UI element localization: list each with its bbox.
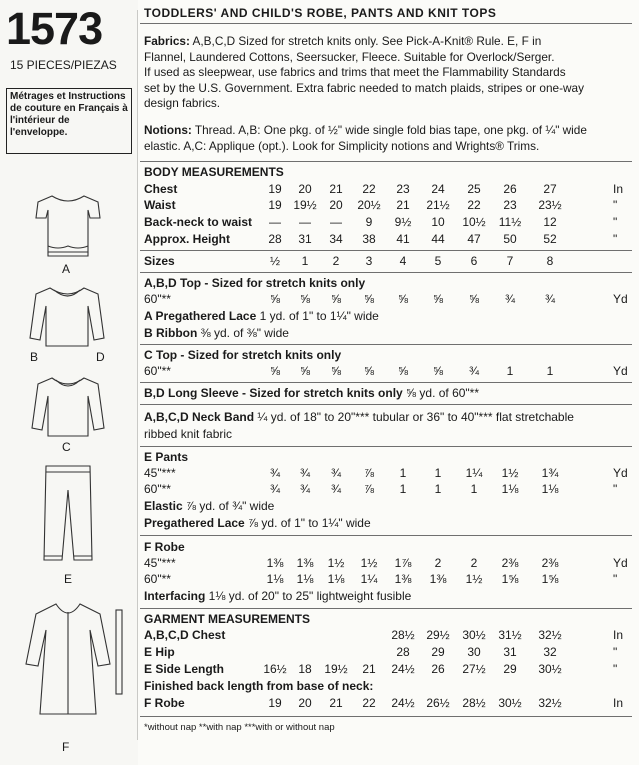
cell-value: 1 bbox=[434, 466, 442, 480]
abd-top-lace: A Pregathered Lace 1 yd. of 1" to 1¼" wide bbox=[144, 309, 379, 323]
cell-value: ⅝ bbox=[363, 364, 374, 378]
cell-value: 19 bbox=[268, 696, 282, 710]
cell-value: 11½ bbox=[498, 215, 522, 229]
cell-value: 8 bbox=[546, 254, 554, 268]
cell-value: 1⅛ bbox=[296, 572, 314, 586]
cell-value: 21 bbox=[362, 662, 376, 676]
cell-value: ⅝ bbox=[269, 364, 280, 378]
divider bbox=[140, 272, 632, 273]
cell-value: 27½ bbox=[462, 662, 486, 676]
cell-value: 47 bbox=[467, 232, 481, 246]
finished-length-note: Finished back length from base of neck: bbox=[144, 679, 374, 693]
cell-value: ⅝ bbox=[432, 292, 443, 306]
divider bbox=[140, 446, 632, 447]
cell-value: 32½ bbox=[538, 696, 562, 710]
cell-value: 19½ bbox=[293, 198, 317, 212]
cell-value: 41 bbox=[396, 232, 410, 246]
cell-value: 1⅛ bbox=[266, 572, 284, 586]
cell-value: 24½ bbox=[391, 662, 415, 676]
unit-label: Yd bbox=[613, 466, 628, 480]
abd-top-heading: A,B,D Top - Sized for stretch knits only bbox=[144, 276, 366, 290]
table-row bbox=[140, 198, 639, 214]
cell-value: 1¼ bbox=[465, 466, 483, 480]
row-label: A,B,C,D Chest bbox=[144, 628, 226, 642]
divider bbox=[140, 404, 632, 405]
cell-value: 2 bbox=[434, 556, 442, 570]
cell-value: ¾ bbox=[330, 466, 341, 480]
cell-value: ⅝ bbox=[330, 364, 341, 378]
cell-value: 22 bbox=[362, 182, 376, 196]
cell-value: 1 bbox=[470, 482, 478, 496]
cell-value: ¾ bbox=[330, 482, 341, 496]
table-row bbox=[140, 215, 639, 231]
cell-value: ⅝ bbox=[363, 292, 374, 306]
cell-value: 2⅜ bbox=[501, 556, 519, 570]
table-row bbox=[140, 292, 639, 308]
cell-value: 1⅜ bbox=[266, 556, 284, 570]
cell-value: 24½ bbox=[391, 696, 415, 710]
cell-value: 21½ bbox=[426, 198, 450, 212]
cell-value: 21 bbox=[396, 198, 410, 212]
cell-value: ½ bbox=[269, 254, 280, 268]
pieces-count: 15 PIECES/PIEZAS bbox=[10, 58, 117, 72]
divider bbox=[140, 716, 632, 717]
row-label: 60"** bbox=[144, 292, 171, 306]
cell-value: ⅞ bbox=[363, 482, 374, 496]
cell-value: 20 bbox=[298, 182, 312, 196]
cell-value: 24 bbox=[431, 182, 445, 196]
row-label: 45"*** bbox=[144, 466, 176, 480]
cell-value: 18 bbox=[298, 662, 312, 676]
cell-value: ⅝ bbox=[432, 364, 443, 378]
table-row bbox=[140, 482, 639, 498]
row-label: 60"** bbox=[144, 572, 171, 586]
cell-value: 1 bbox=[301, 254, 309, 268]
row-label: F Robe bbox=[144, 696, 185, 710]
f-robe-heading: F Robe bbox=[144, 540, 185, 554]
garment-sketches bbox=[0, 160, 138, 760]
divider bbox=[140, 535, 632, 536]
table-row bbox=[140, 662, 639, 678]
cell-value: 29 bbox=[503, 662, 517, 676]
view-c-sketch bbox=[32, 378, 104, 436]
row-label: 60"** bbox=[144, 482, 171, 496]
cell-value: ¾ bbox=[269, 482, 280, 496]
cell-value: 9 bbox=[365, 215, 373, 229]
divider bbox=[140, 161, 632, 162]
french-note: Métrages et Instructions de couture en Français à l'intérieur de l'enveloppe. bbox=[6, 88, 132, 154]
cell-value: 9½ bbox=[394, 215, 412, 229]
unit-label: In bbox=[613, 628, 624, 642]
cell-value: 26 bbox=[431, 662, 445, 676]
cell-value: ¾ bbox=[299, 466, 310, 480]
cell-value: 1 bbox=[506, 364, 514, 378]
cell-value: 30 bbox=[467, 645, 481, 659]
row-label: 60"** bbox=[144, 364, 171, 378]
cell-value: ⅞ bbox=[363, 466, 374, 480]
cell-value: 28½ bbox=[462, 696, 486, 710]
table-row bbox=[140, 364, 639, 380]
cell-value: ⅝ bbox=[397, 364, 408, 378]
cell-value: 1¼ bbox=[360, 572, 378, 586]
cell-value: 38 bbox=[362, 232, 376, 246]
cell-value: ⅝ bbox=[269, 292, 280, 306]
cell-value: ¾ bbox=[299, 482, 310, 496]
cell-value: 52 bbox=[543, 232, 557, 246]
table-row bbox=[140, 572, 639, 588]
unit-label: In bbox=[613, 696, 624, 710]
table-row bbox=[140, 645, 639, 661]
cell-value: 1⅜ bbox=[429, 572, 447, 586]
cell-value: 1⅜ bbox=[296, 556, 314, 570]
cell-value: 1½ bbox=[327, 556, 345, 570]
row-label: E Side Length bbox=[144, 662, 225, 676]
unit-label: " bbox=[613, 572, 618, 586]
row-label: Approx. Height bbox=[144, 232, 230, 246]
cell-value: 1 bbox=[399, 466, 407, 480]
row-label: Sizes bbox=[144, 254, 175, 268]
cell-value: 30½ bbox=[498, 696, 522, 710]
row-label: E Hip bbox=[144, 645, 175, 659]
unit-label: " bbox=[613, 645, 618, 659]
divider bbox=[140, 382, 632, 383]
cell-value: ¾ bbox=[269, 466, 280, 480]
table-row bbox=[140, 556, 639, 572]
cell-value: 28 bbox=[268, 232, 282, 246]
table-row bbox=[140, 232, 639, 248]
column-divider bbox=[137, 10, 138, 740]
divider bbox=[140, 608, 632, 609]
body-measurements-heading: BODY MEASUREMENTS bbox=[144, 165, 284, 179]
table-row bbox=[140, 628, 639, 644]
view-bd-sketch bbox=[30, 288, 104, 346]
row-label: 45"*** bbox=[144, 556, 176, 570]
view-a-sketch bbox=[36, 196, 100, 256]
cell-value: 2 bbox=[470, 556, 478, 570]
cell-value: 3 bbox=[365, 254, 373, 268]
cell-value: 28½ bbox=[391, 628, 415, 642]
pattern-number: 1573 bbox=[6, 3, 103, 54]
garment-measurements-heading: GARMENT MEASUREMENTS bbox=[144, 612, 311, 626]
abd-top-ribbon: B Ribbon ⅜ yd. of ⅜" wide bbox=[144, 326, 289, 340]
cell-value: 1¾ bbox=[541, 466, 559, 480]
cell-value: 19½ bbox=[324, 662, 348, 676]
view-f-sketch bbox=[26, 604, 122, 714]
cell-value: 23 bbox=[503, 198, 517, 212]
neck-band-line2: ribbed knit fabric bbox=[144, 427, 233, 441]
e-pants-lace: Pregathered Lace ⅞ yd. of 1" to 1¼" wide bbox=[144, 516, 371, 530]
cell-value: — bbox=[330, 215, 342, 229]
view-label-f: F bbox=[62, 740, 70, 754]
bd-sleeve-line: B,D Long Sleeve - Sized for stretch knits only ⅝ yd. of 60"** bbox=[144, 386, 480, 400]
unit-label: Yd bbox=[613, 292, 628, 306]
f-robe-interfacing: Interfacing 1⅛ yd. of 20" to 25" lightweight fusible bbox=[144, 589, 412, 603]
cell-value: 22 bbox=[467, 198, 481, 212]
cell-value: 1⅛ bbox=[327, 572, 345, 586]
cell-value: 22 bbox=[362, 696, 376, 710]
table-row bbox=[140, 696, 639, 712]
row-label: Chest bbox=[144, 182, 178, 196]
table-row bbox=[140, 182, 639, 198]
cell-value: 28 bbox=[396, 645, 410, 659]
cell-value: 31 bbox=[503, 645, 517, 659]
cell-value: 21 bbox=[329, 696, 343, 710]
cell-value: 50 bbox=[503, 232, 517, 246]
cell-value: ⅝ bbox=[468, 292, 479, 306]
unit-label: " bbox=[613, 215, 618, 229]
cell-value: 1 bbox=[546, 364, 554, 378]
neck-band-line: A,B,C,D Neck Band ¼ yd. of 18" to 20"*** tubular or 36" to 40"*** flat stretchable bbox=[144, 410, 574, 424]
cell-value: 19 bbox=[268, 182, 282, 196]
cell-value: ⅝ bbox=[299, 292, 310, 306]
e-pants-heading: E Pants bbox=[144, 450, 189, 464]
cell-value: ¾ bbox=[544, 292, 555, 306]
row-label: Back-neck to waist bbox=[144, 215, 253, 229]
divider bbox=[140, 23, 632, 24]
divider bbox=[140, 344, 632, 345]
cell-value: 26 bbox=[503, 182, 517, 196]
cell-value: — bbox=[269, 215, 281, 229]
cell-value: 1⅛ bbox=[501, 482, 519, 496]
cell-value: 31 bbox=[298, 232, 312, 246]
unit-label: Yd bbox=[613, 364, 628, 378]
view-label-e: E bbox=[64, 572, 73, 586]
cell-value: 29½ bbox=[426, 628, 450, 642]
cell-value: 23 bbox=[396, 182, 410, 196]
cell-value: ⅝ bbox=[330, 292, 341, 306]
cell-value: 25 bbox=[467, 182, 481, 196]
view-label-c: C bbox=[62, 440, 71, 454]
cell-value: 1½ bbox=[465, 572, 483, 586]
cell-value: 34 bbox=[329, 232, 343, 246]
cell-value: 29 bbox=[431, 645, 445, 659]
cell-value: 31½ bbox=[498, 628, 522, 642]
cell-value: 1⅝ bbox=[501, 572, 519, 586]
notions-text: Notions: Thread. A,B: One pkg. of ½" wide single fold bias tape, one pkg. of ¼" wide elastic. A,C: Applique (opt.). Look for Simplicity notions and Wrights® Trims. bbox=[144, 123, 587, 153]
cell-value: 2⅜ bbox=[541, 556, 559, 570]
main-panel bbox=[140, 0, 639, 765]
view-label-d: D bbox=[96, 350, 105, 364]
cell-value: 19 bbox=[268, 198, 282, 212]
cell-value: 1 bbox=[399, 482, 407, 496]
view-e-sketch bbox=[44, 466, 92, 560]
footnote: *without nap **with nap ***with or without nap bbox=[144, 722, 335, 733]
unit-label: " bbox=[613, 482, 618, 496]
e-pants-elastic: Elastic ⅞ yd. of ¾" wide bbox=[144, 499, 275, 513]
cell-value: 7 bbox=[506, 254, 514, 268]
table-row bbox=[140, 466, 639, 482]
divider bbox=[140, 250, 632, 251]
cell-value: 2 bbox=[332, 254, 340, 268]
view-label-b: B bbox=[30, 350, 39, 364]
unit-label: Yd bbox=[613, 556, 628, 570]
cell-value: 4 bbox=[399, 254, 407, 268]
left-panel bbox=[0, 0, 138, 765]
cell-value: 1⅛ bbox=[541, 482, 559, 496]
unit-label: In bbox=[613, 182, 624, 196]
cell-value: 10½ bbox=[462, 215, 486, 229]
cell-value: 21 bbox=[329, 182, 343, 196]
c-top-heading: C Top - Sized for stretch knits only bbox=[144, 348, 342, 362]
view-label-a: A bbox=[62, 262, 71, 276]
cell-value: 32½ bbox=[538, 628, 562, 642]
cell-value: 27 bbox=[543, 182, 557, 196]
fabrics-text: Fabrics: A,B,C,D Sized for stretch knits only. See Pick-A-Knit® Rule. E, F in Flannel, Laundered Cottons, Seersucker, Fleece. Suitable for Overlock/Serger. If used as sleepwear, use fabrics and trims that meet the Flammability Standards set by the U.S. Government. Extra fabric needed to match plaids, stripes or one-way design fabrics. bbox=[144, 34, 584, 110]
cell-value: 23½ bbox=[538, 198, 562, 212]
cell-value: 1⅜ bbox=[394, 572, 412, 586]
unit-label: " bbox=[613, 662, 618, 676]
cell-value: 6 bbox=[470, 254, 478, 268]
pattern-title: TODDLERS' AND CHILD'S ROBE, PANTS AND KNIT TOPS bbox=[144, 6, 497, 20]
cell-value: 1½ bbox=[360, 556, 378, 570]
cell-value: 10 bbox=[431, 215, 445, 229]
cell-value: 30½ bbox=[462, 628, 486, 642]
cell-value: 1⅞ bbox=[394, 556, 412, 570]
cell-value: 32 bbox=[543, 645, 557, 659]
cell-value: 20 bbox=[329, 198, 343, 212]
cell-value: ⅝ bbox=[397, 292, 408, 306]
row-label: Waist bbox=[144, 198, 176, 212]
cell-value: 1 bbox=[434, 482, 442, 496]
unit-label: " bbox=[613, 232, 618, 246]
cell-value: ¾ bbox=[468, 364, 479, 378]
cell-value: 20 bbox=[298, 696, 312, 710]
cell-value: 16½ bbox=[263, 662, 287, 676]
cell-value: 20½ bbox=[357, 198, 381, 212]
cell-value: 12 bbox=[543, 215, 557, 229]
cell-value: 26½ bbox=[426, 696, 450, 710]
cell-value: 1⅝ bbox=[541, 572, 559, 586]
cell-value: 5 bbox=[434, 254, 442, 268]
cell-value: ⅝ bbox=[299, 364, 310, 378]
unit-label: " bbox=[613, 198, 618, 212]
cell-value: 44 bbox=[431, 232, 445, 246]
cell-value: ¾ bbox=[504, 292, 515, 306]
cell-value: 1½ bbox=[501, 466, 519, 480]
cell-value: — bbox=[299, 215, 311, 229]
sizes-row bbox=[140, 254, 639, 270]
cell-value: 30½ bbox=[538, 662, 562, 676]
